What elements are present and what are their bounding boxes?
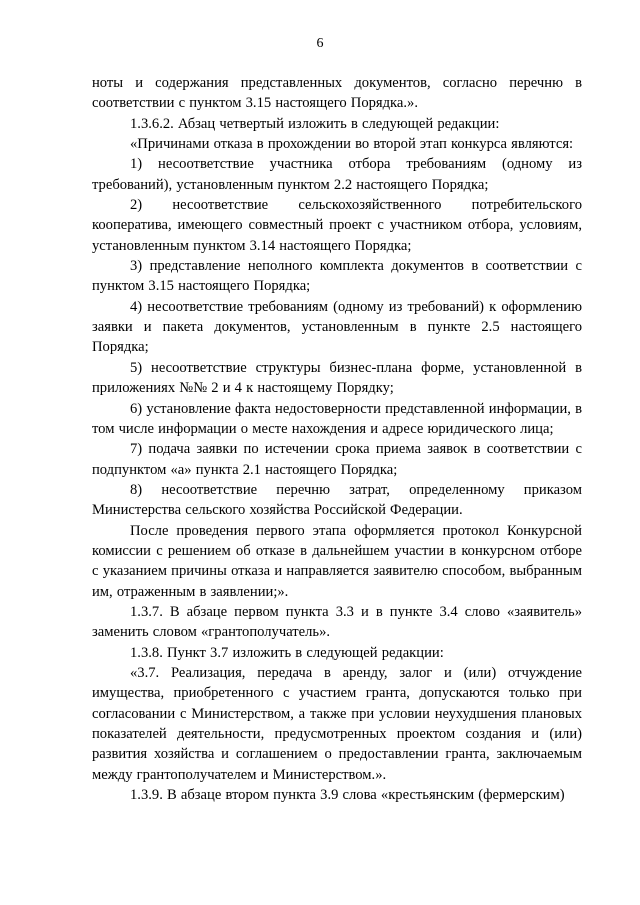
list-item-5: 5) несоответствие структуры бизнес-плана форме, установленной в приложениях №№ 2 и 4 к настоящему Порядку;: [92, 359, 582, 397]
list-item-1: 1) несоответствие участника отбора требованиям (одному из требований), установленным пунктом 2.2 настоящего Порядка;: [92, 156, 582, 193]
list-item-6: 6) установление факта недостоверности представленной информации, в том числе информации о месте нахождения и адресе юридического лица;: [92, 400, 582, 437]
paragraph-item-1-3-9: 1.3.9. В абзаце втором пункта 3.9 слова «крестьянским (фермерским): [130, 787, 565, 804]
list-item-3: 3) представление неполного комплекта документов в соответствии с пунктом 3.15 настоящего Порядка;: [92, 258, 582, 295]
paragraph-continuation: ноты и содержания представленных документов, согласно перечню в соответствии с пунктом 3.15 настоящего Порядка.».: [92, 75, 582, 112]
paragraph-protocol: После проведения первого этапа оформляется протокол Конкурсной комиссии с решением об отказе в дальнейшем участии в конкурсном отборе с указанием причины отказа и направляется заявителю способом, выбранным им, отраженным в заявлении;».: [92, 522, 582, 600]
paragraph-item-1-3-7: 1.3.7. В абзаце первом пункта 3.3 и в пункте 3.4 слово «заявитель» заменить словом «грантополучатель».: [92, 603, 582, 641]
paragraph-item-1-3-8: 1.3.8. Пункт 3.7 изложить в следующей редакции:: [130, 644, 444, 661]
page-number: 6: [316, 36, 324, 51]
paragraph-item-1-3-6-2: 1.3.6.2. Абзац четвертый изложить в следующей редакции:: [130, 115, 500, 132]
list-item-2: 2) несоответствие сельскохозяйственного потребительского кооператива, имеющего совместный проект с участником отбора, условиям, установленным пунктом 3.14 настоящего Порядка;: [92, 197, 582, 254]
paragraph-item-3-7-text: «3.7. Реализация, передача в аренду, залог и (или) отчуждение имущества, приобретенного с участием гранта, допускаются только при согласовании с Министерством, а также при условии неухудшения плановых показателей деятельности, предусмотренных проектом создания и (или) развития хозяйства и соглашением о предоставлении гранта, заключаемым между грантополучателем и Министерством.».: [92, 664, 582, 783]
list-item-8: 8) несоответствие перечню затрат, определенному приказом Министерства сельского хозяйства Российской Федерации.: [92, 481, 582, 519]
paragraph-refusal-reasons-intro: «Причинами отказа в прохождении во второй этап конкурса являются:: [130, 136, 574, 153]
list-item-4: 4) несоответствие требованиям (одному из требований) к оформлению заявки и пакета документов, установленным в пункте 2.5 настоящего Порядка;: [92, 298, 582, 356]
document-body: [92, 73, 582, 805]
list-item-7: 7) подача заявки по истечении срока приема заявок в соответствии с подпунктом «а» пункта 2.1 настоящего Порядка;: [92, 441, 582, 478]
